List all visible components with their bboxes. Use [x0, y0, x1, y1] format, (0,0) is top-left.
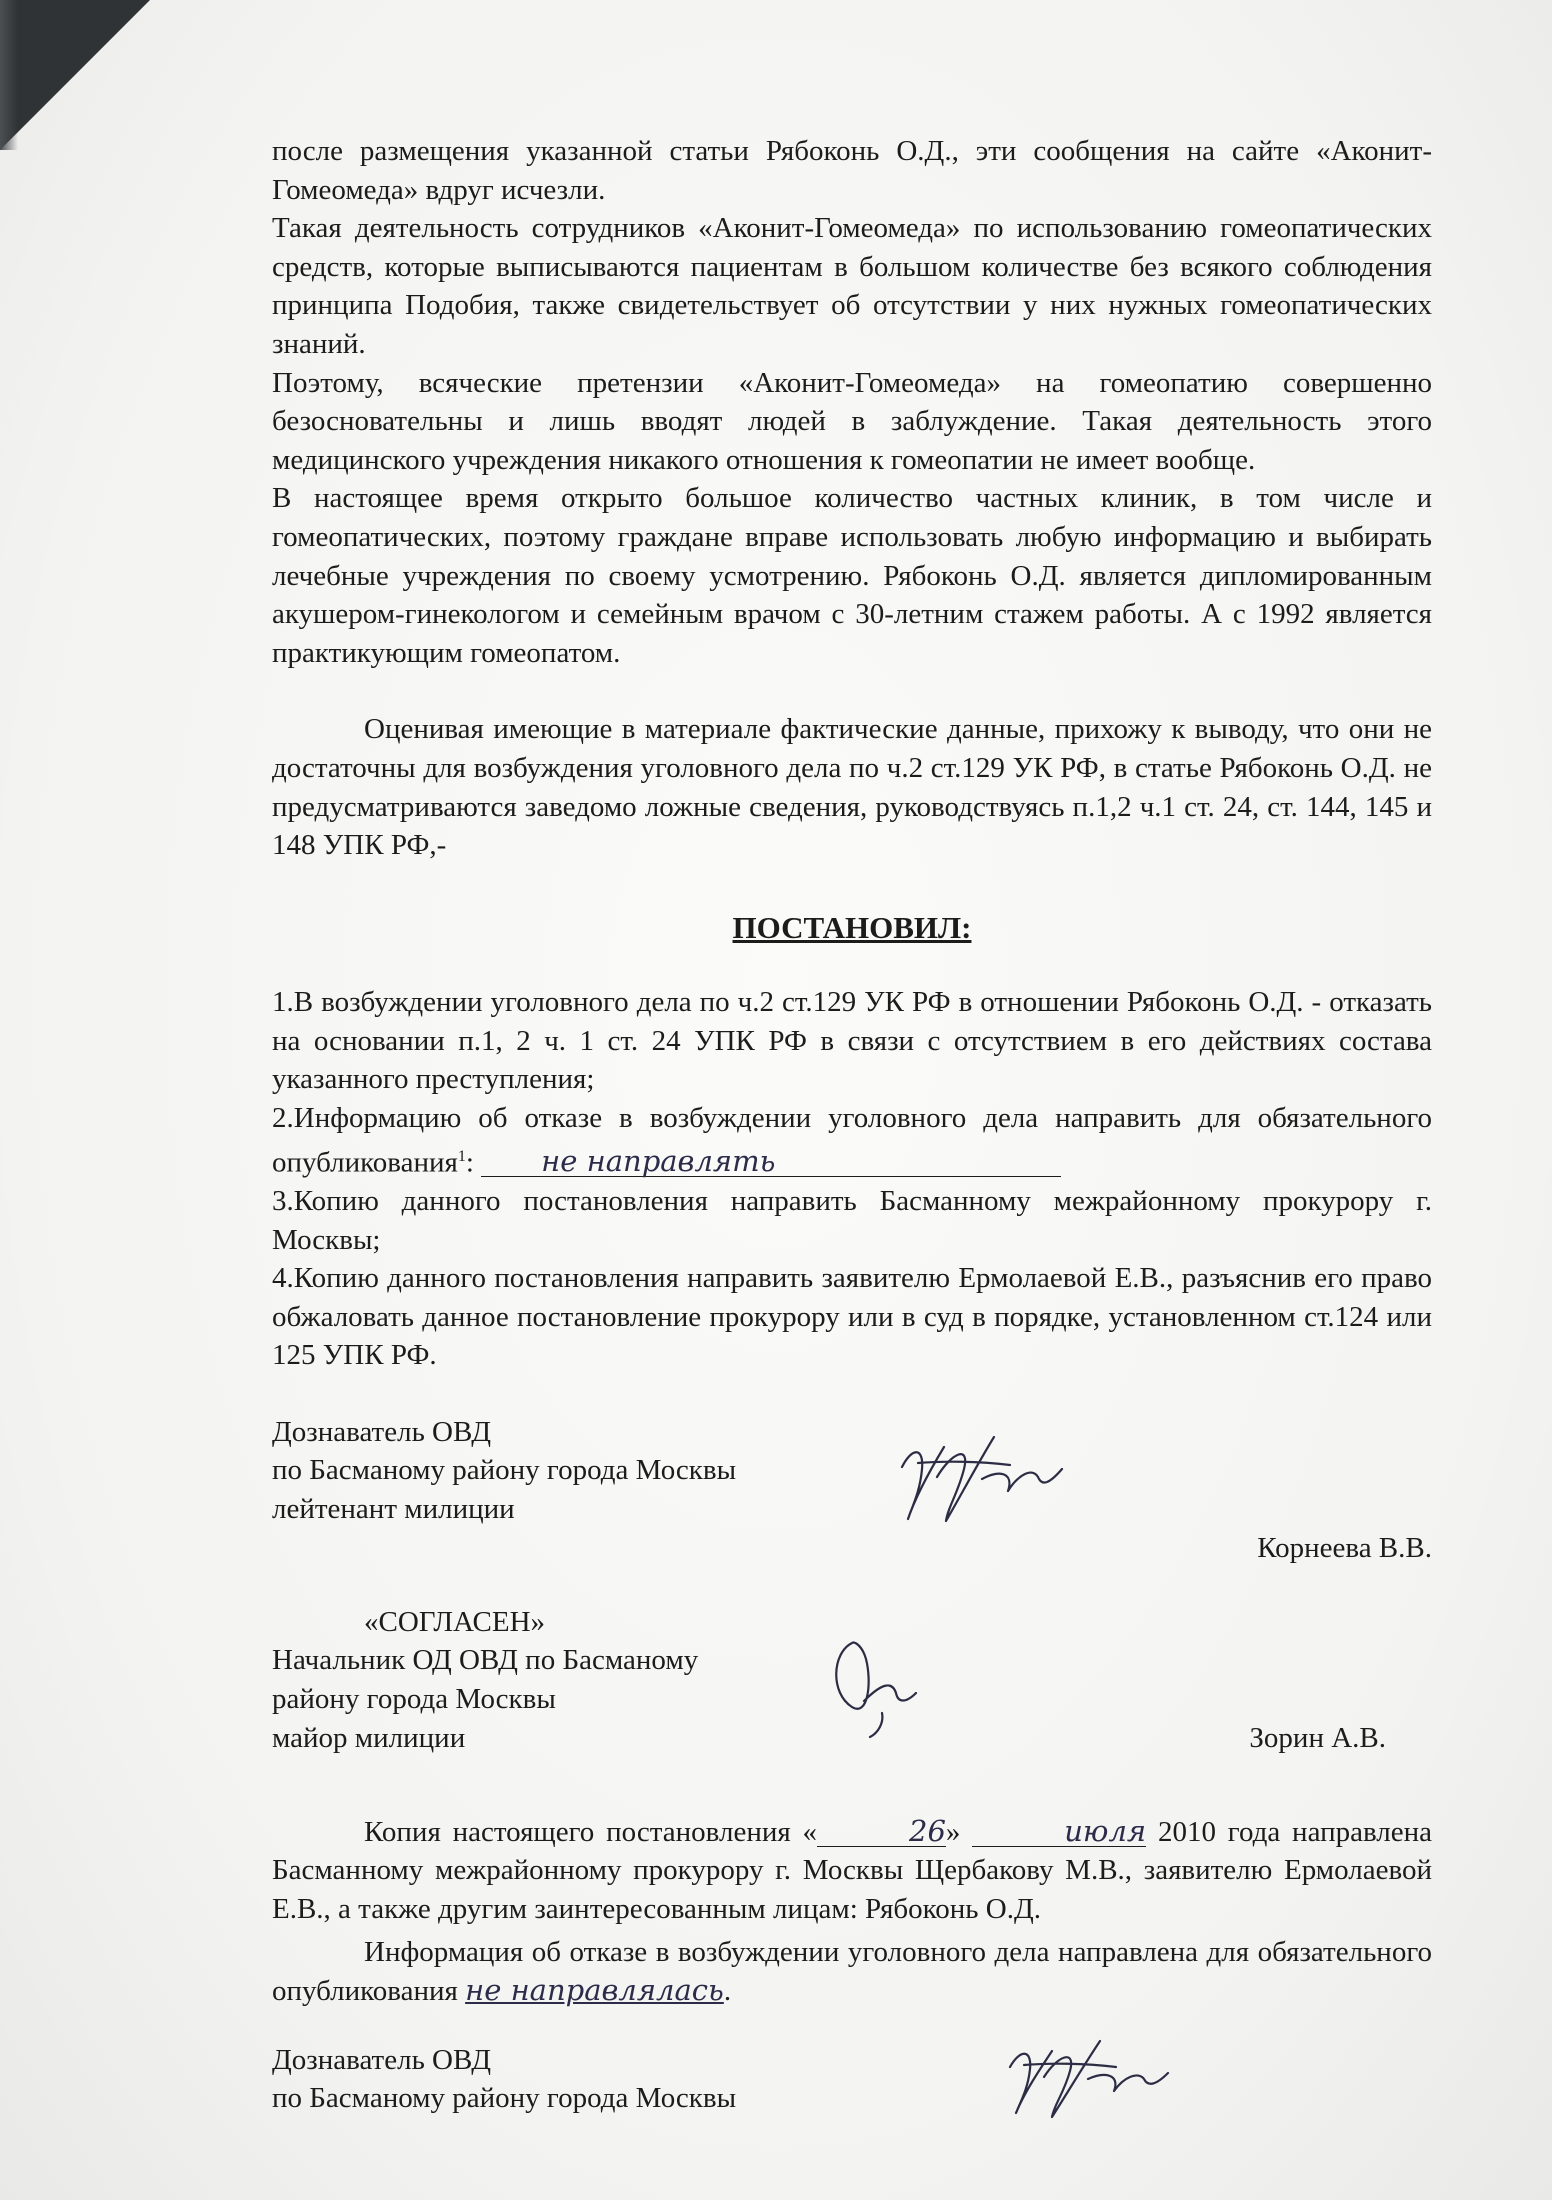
- spacer: [272, 1567, 1432, 1603]
- copy-notice: [272, 1813, 1432, 1929]
- corner-shadow: [0, 0, 18, 150]
- handwritten-day: 26: [817, 1816, 946, 1847]
- spacer: [272, 2011, 1432, 2041]
- conclusion-paragraph: Оценивая имеющие в материале фактические данные, прихожу к выводу, что они не достаточны для возбуждения уголовного дела по ч.2 ст.129 УК РФ, в статье Рябоконь О.Д. не предусматриваются заведомо ложные сведения, руководствуясь п.1,2 ч.1 ст. 24, ст. 144, 145 и 148 УПК РФ,-: [272, 713, 1432, 862]
- publication-notice-text: Информация об отказе в возбуждении уголовного дела направлена для обязательного опубликования: [272, 1935, 1432, 2008]
- decision-item-1: 1.В возбуждении уголовного дела по ч.2 ст.129 УК РФ в отношении Рябоконь О.Д. - отказать на основании п.1, 2 ч. 1 ст. 24 УПК РФ в связи с отсутствием в его действиях состава указанного преступления;: [272, 986, 1432, 1096]
- copy-notice-prefix: Копия настоящего постановления «: [364, 1815, 818, 1848]
- spacer: [272, 1375, 1432, 1413]
- inquirer-name: Корнеева В.В.: [1257, 1531, 1432, 1564]
- decision-heading: ПОСТАНОВИЛ:: [732, 909, 972, 945]
- copy-notice-quote-close: »: [945, 1815, 961, 1848]
- folded-corner: [0, 0, 150, 150]
- decision-item-4: 4.Копию данного постановления направить заявителю Ермолаевой Е.В., разъяснив его право обжаловать данное постановление прокурору или в суд в порядке, установленном ст.124 или 125 УПК РФ.: [272, 1262, 1432, 1372]
- approval-rank: майор милиции: [272, 1721, 466, 1754]
- inquirer2-department: по Басманому району города Москвы: [272, 2082, 737, 2115]
- footnote-marker: 1: [457, 1147, 466, 1165]
- paragraph: Поэтому, всяческие претензии «Аконит-Гомеомеда» на гомеопатию совершенно безосновательны и лишь вводят людей в заблуждение. Такая деятельность этого медицинского учреждения никакого отношения к гомеопатии не имеет вообще.: [272, 366, 1432, 476]
- approval-name: Зорин А.В.: [1249, 1721, 1386, 1754]
- decision-item-2-text: 2.Информацию об отказе в возбуждении уголовного дела направить для обязательного опубликования: [272, 1102, 1432, 1179]
- approval-block: [272, 1603, 1432, 1757]
- inquirer-signature-block-2: [272, 2041, 1432, 2121]
- inquirer-rank: лейтенант милиции: [272, 1493, 515, 1526]
- inquirer-position: Дознаватель ОВД: [272, 1415, 492, 1448]
- decision-item-2: 2.Информацию об отказе в возбуждении уголовного дела направить для обязательного опубликования$^1$: не направлять: [272, 1102, 1432, 1179]
- handwritten-month: июля: [972, 1816, 1146, 1847]
- paragraph: после размещения указанной статьи Рябоконь О.Д., эти сообщения на сайте «Аконит-Гомеомеда» вдруг исчезли.: [272, 135, 1432, 206]
- inquirer2-position: Дознаватель ОВД: [272, 2043, 492, 2076]
- approval-title: «СОГЛАСЕН»: [364, 1605, 546, 1638]
- spacer: [272, 1757, 1432, 1813]
- inquirer-department: по Басманому району города Москвы: [272, 1454, 737, 1487]
- paragraph: В настоящее время открыто большое количество частных клиник, в том числе и гомеопатических, поэтому граждане вправе использовать любую информацию и выбирать лечебные учреждения по своему усмотрению. Рябоконь О.Д. является дипломированным акушером-гинекологом и семейным врачом с 30-летним стажем работы. А с 1992 является практикующим гомеопатом.: [272, 482, 1432, 669]
- spacer: [272, 672, 1432, 710]
- copy-notice-suffix: 2010 года направлена Басманному межрайонному прокурору г. Москвы Щербакову М.В., заявителю Ермолаевой Е.В., а также другим заинтересованным лицам: Рябоконь О.Д.: [272, 1815, 1432, 1926]
- approval-position: Начальник ОД ОВД по Басманому: [272, 1644, 699, 1677]
- inquirer-signature-block: [272, 1413, 1432, 1567]
- handwritten-not-sent: не направлялась: [465, 1973, 724, 2008]
- approval-department: району города Москвы: [272, 1683, 556, 1716]
- publication-notice: [272, 1933, 1432, 2011]
- handwritten-not-send: не направлять: [481, 1146, 1061, 1177]
- document-body: [272, 132, 1432, 2121]
- paragraph: Такая деятельность сотрудников «Аконит-Гомеомеда» по использованию гомеопатических средств, которые выписываются пациентам в большом количестве без всякого соблюдения принципа Подобия, также свидетельствует об отсутствии у них нужных гомеопатических знаний.: [272, 212, 1432, 360]
- decision-item-3: 3.Копию данного постановления направить Басманному межрайонному прокурору г. Москвы;: [272, 1184, 1432, 1256]
- publication-notice-end: .: [723, 1975, 732, 2008]
